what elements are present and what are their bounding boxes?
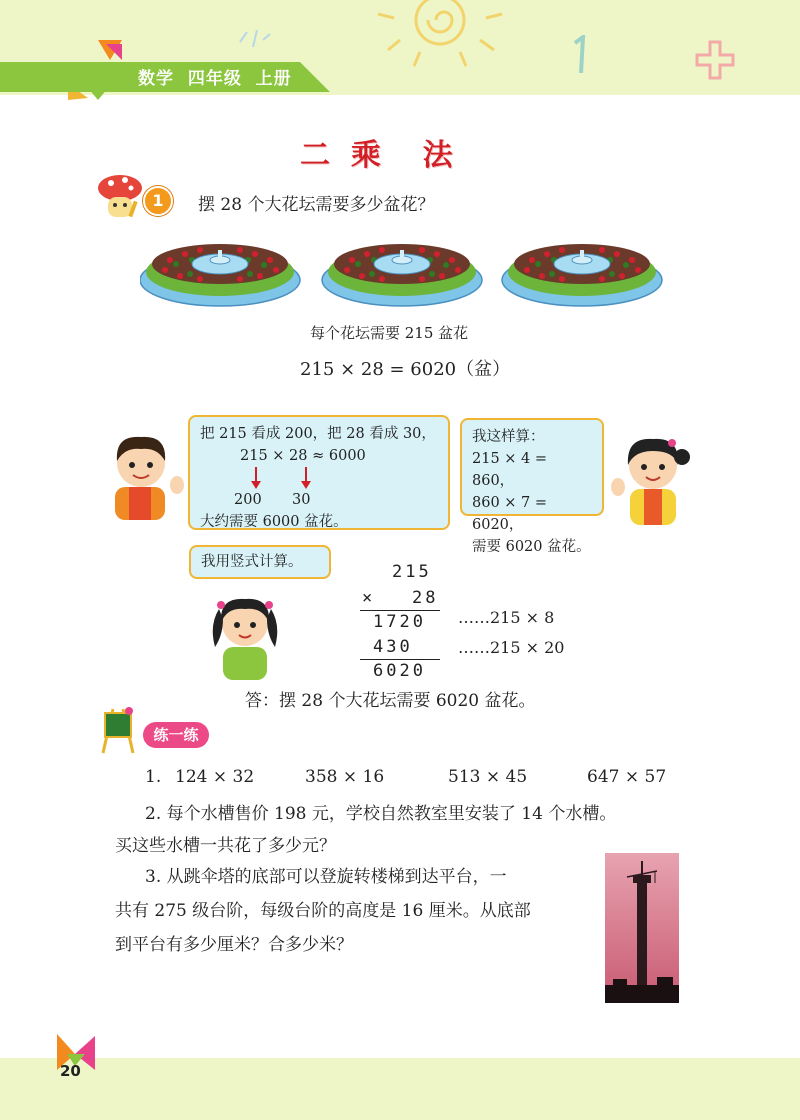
boy-bubble-line2: 215 × 28 ≈ 6000 [240, 448, 366, 464]
practice-q1-item: 124 × 32 [175, 767, 255, 787]
practice-q1-label: 1. [145, 767, 162, 787]
girl-bubble-line4: 需要 6020 盆花。 [472, 539, 591, 555]
girl-character-illustration [608, 425, 698, 525]
practice-badge: 练一练 [143, 722, 209, 748]
boy-bubble-arrows [200, 467, 438, 489]
girl-bubble-line3: 860 × 7 = 6020， [472, 495, 548, 533]
practice-q1-item: 358 × 16 [305, 767, 385, 787]
girl2-character-illustration [205, 585, 285, 680]
estimate-30: 30 [292, 492, 311, 508]
girl-bubble-line2: 215 × 4 = 860， [472, 451, 548, 489]
practice-q1-item: 647 × 57 [587, 767, 667, 787]
practice-q2-line1: 2. 每个水槽售价 198 元，学校自然教室里安装了 14 个水槽。 [145, 804, 617, 824]
practice-q3-line1: 3. 从跳伞塔的底部可以登旋转楼梯到达平台，一 [145, 867, 507, 887]
boy-character-illustration [95, 425, 190, 520]
vertical-line-2 [360, 659, 440, 660]
vertical-partial-2: 430 [373, 637, 413, 657]
easel-icon [95, 705, 140, 755]
girl-speech-bubble [460, 418, 604, 555]
vertical-note-2: ……215 × 20 [458, 638, 565, 657]
sun-decoration [370, 0, 510, 70]
vertical-row-multiplicand: 215 [392, 562, 432, 582]
bottom-band [0, 1058, 800, 1120]
vertical-line-1 [360, 610, 440, 611]
girl2-speech-bubble [189, 545, 331, 579]
sparkle-decoration [235, 22, 275, 52]
mushroom-mascot-icon [95, 173, 145, 221]
parachute-tower-photo [605, 853, 679, 1003]
practice-q1-item: 513 × 45 [448, 767, 528, 787]
page-number: 20 [60, 1062, 81, 1080]
vertical-result: 6020 [373, 661, 426, 681]
example-equation: 215 × 28 = 6020（盆） [300, 359, 511, 380]
vertical-row-multiplier: 28 [412, 588, 439, 608]
example-question: 摆 28 个大花坛需要多少盆花？ [198, 195, 435, 215]
down-arrow-icon [248, 467, 318, 489]
girl2-bubble-text: 我用竖式计算。 [201, 554, 303, 570]
chapter-title: 二 乘 法 [300, 138, 453, 173]
boy-speech-bubble [188, 415, 450, 530]
plus-decoration [695, 40, 735, 80]
number-one-decoration [565, 35, 595, 80]
book-header: 数学 四年级 上册 [138, 69, 292, 89]
example-number-badge: 1 [143, 186, 173, 216]
practice-q2-line2: 买这些水槽一共花了多少元？ [115, 836, 336, 856]
practice-q3-line2: 共有 275 级台阶，每级台阶的高度是 16 厘米。从底部 [115, 901, 531, 921]
boy-bubble-line1: 把 215 看成 200，把 28 看成 30， [200, 426, 436, 442]
estimate-200: 200 [234, 492, 262, 508]
flower-beds-illustration [140, 232, 670, 310]
boy-bubble-line4: 大约需要 6000 盆花。 [200, 514, 348, 530]
girl-bubble-line1: 我这样算： [472, 429, 545, 445]
vertical-note-1: ……215 × 8 [458, 608, 555, 627]
vertical-operator: × [362, 588, 376, 608]
answer-text: 答：摆 28 个大花坛需要 6020 盆花。 [245, 691, 536, 711]
practice-q3-line3: 到平台有多少厘米？合多少米？ [115, 935, 353, 955]
vertical-partial-1: 1720 [373, 612, 426, 632]
flower-caption: 每个花坛需要 215 盆花 [310, 324, 469, 342]
boy-bubble-line3 [200, 489, 438, 511]
